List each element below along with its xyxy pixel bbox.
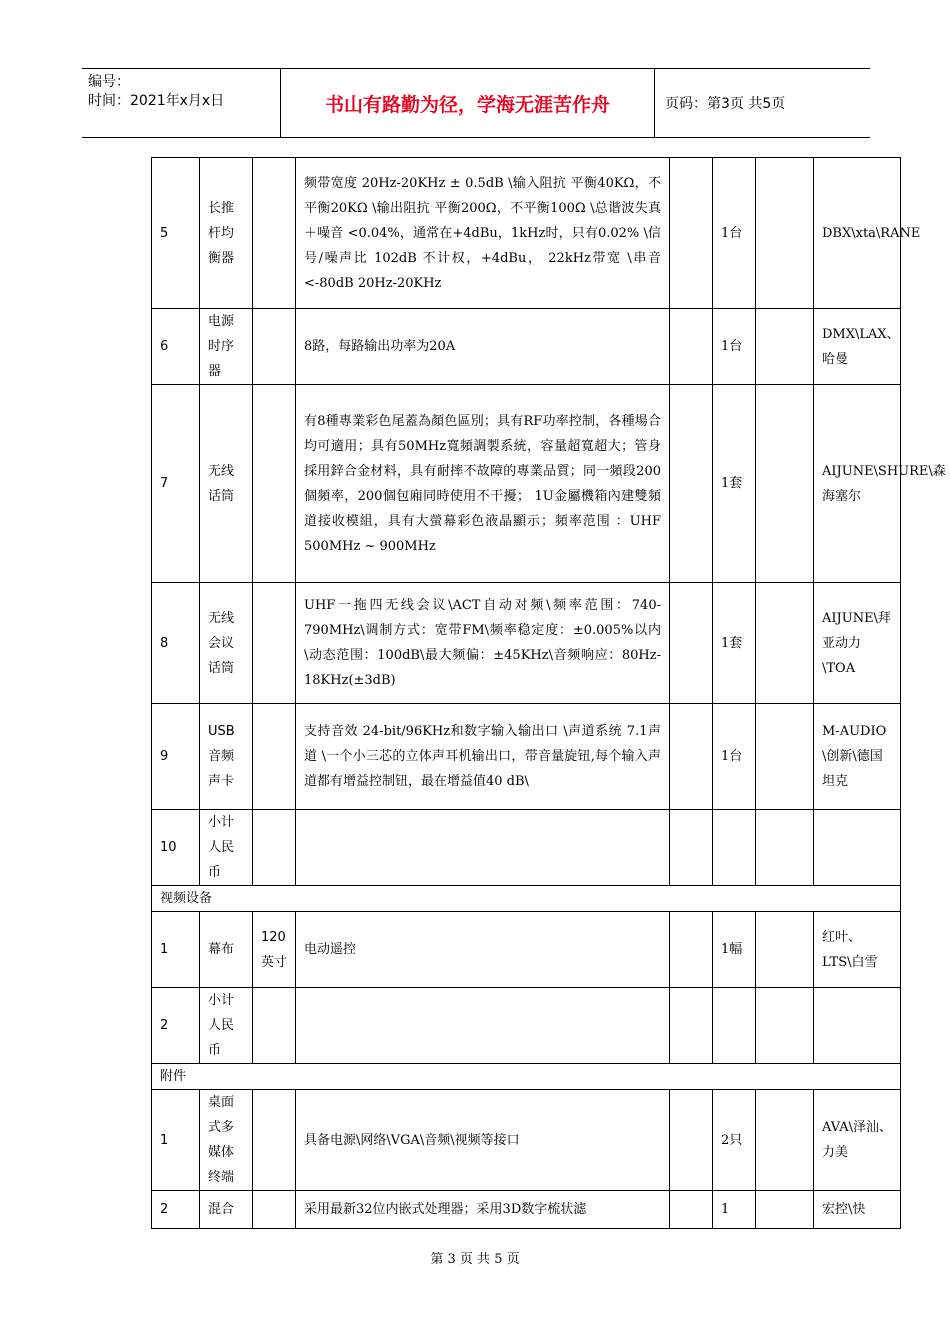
item-description: 支持音效 24-bit/96KHz和数字输入输出口 \声道系统 7.1声道 \一个小三芯的立体声耳机输出口，带音量旋钮,每个输入声道都有增益控制钮，最在增益值40 dB\ [296, 704, 670, 810]
item-brand: DMX\LAX、哈曼 [814, 309, 901, 385]
item-description [296, 810, 670, 886]
item-spec [253, 385, 296, 583]
item-spec [253, 1191, 296, 1229]
item-quantity: 1台 [713, 704, 756, 810]
item-name: 幕布 [200, 912, 253, 988]
row-number: 2 [152, 988, 200, 1064]
item-quantity: 1台 [713, 309, 756, 385]
item-spec [253, 158, 296, 309]
item-description [296, 988, 670, 1064]
table-row [152, 1090, 901, 1191]
blank-cell [756, 988, 814, 1064]
blank-cell [756, 583, 814, 704]
row-number: 7 [152, 385, 200, 583]
item-description: 电动遥控 [296, 912, 670, 988]
table-row [152, 912, 901, 988]
item-description: 采用最新32位内嵌式处理器；采用3D数字梳状滤 [296, 1191, 670, 1229]
blank-cell [756, 1191, 814, 1229]
item-brand: DBX\xta\RANE [814, 158, 901, 309]
item-quantity [713, 810, 756, 886]
table-row [152, 583, 901, 704]
row-number: 2 [152, 1191, 200, 1229]
item-spec [253, 583, 296, 704]
blank-cell [756, 385, 814, 583]
item-brand: 宏控\快 [814, 1191, 901, 1229]
item-name: 电源时序器 [200, 309, 253, 385]
row-number: 5 [152, 158, 200, 309]
row-number: 6 [152, 309, 200, 385]
header-meta [82, 69, 281, 137]
blank-cell [670, 810, 713, 886]
blank-cell [670, 583, 713, 704]
table-row [152, 1191, 901, 1229]
item-quantity: 1幅 [713, 912, 756, 988]
item-name: 混合 [200, 1191, 253, 1229]
item-brand: AVA\泽汕、力美 [814, 1090, 901, 1191]
item-quantity: 1 [713, 1191, 756, 1229]
row-number: 9 [152, 704, 200, 810]
blank-cell [670, 309, 713, 385]
item-name: USB音频声卡 [200, 704, 253, 810]
item-spec [253, 309, 296, 385]
page-header [82, 68, 870, 138]
page-footer: 第 3 页 共 5 页 [430, 1252, 520, 1267]
blank-cell [756, 810, 814, 886]
blank-cell [756, 158, 814, 309]
header-motto: 书山有路勤为径，学海无涯苦作舟 [281, 69, 655, 137]
item-name: 桌面式多媒体终端 [200, 1090, 253, 1191]
item-quantity: 2只 [713, 1090, 756, 1191]
row-number: 1 [152, 912, 200, 988]
item-description: 具备电源\网络\VGA\音频\视频等接口 [296, 1090, 670, 1191]
time-label: 时间：2021年x月x日 [88, 93, 225, 109]
item-spec [253, 810, 296, 886]
blank-cell [670, 158, 713, 309]
item-name: 无线会议话筒 [200, 583, 253, 704]
blank-cell [670, 385, 713, 583]
item-spec [253, 1090, 296, 1191]
section-row [152, 886, 901, 912]
row-number: 1 [152, 1090, 200, 1191]
blank-cell [670, 704, 713, 810]
item-brand: AIJUNE\拜亚动力\TOA [814, 583, 901, 704]
item-name: 小计人民币 [200, 810, 253, 886]
item-name: 无线话筒 [200, 385, 253, 583]
table-row [152, 704, 901, 810]
item-spec: 120英寸 [253, 912, 296, 988]
table-row [152, 988, 901, 1064]
item-spec [253, 704, 296, 810]
item-name: 小计人民币 [200, 988, 253, 1064]
row-number: 8 [152, 583, 200, 704]
item-description: 8路，每路输出功率为20A [296, 309, 670, 385]
section-label: 附件 [152, 1064, 901, 1090]
item-quantity: 1套 [713, 385, 756, 583]
table-row [152, 385, 901, 583]
item-spec [253, 988, 296, 1064]
section-row [152, 1064, 901, 1090]
item-brand: M-AUDIO \创新\德国坦克 [814, 704, 901, 810]
blank-cell [756, 912, 814, 988]
item-name: 长推杆均衡器 [200, 158, 253, 309]
table-row [152, 810, 901, 886]
blank-cell [756, 1090, 814, 1191]
section-label: 视频设备 [152, 886, 901, 912]
table-row [152, 158, 901, 309]
item-brand [814, 988, 901, 1064]
header-page-number: 页码：第3页 共5页 [665, 96, 786, 112]
item-quantity: 1套 [713, 583, 756, 704]
blank-cell [670, 1090, 713, 1191]
item-brand [814, 810, 901, 886]
item-brand: 红叶、LTS\白雪 [814, 912, 901, 988]
item-description: 有8種專業彩色尾蓋為顏色區別；具有RF功率控制，各種場合均可適用；具有50MHz寬頻調製系統，容量超寬超大；管身採用鋅合金材料，具有耐摔不故障的專業品質；同一頻段200個頻率，200個包廂同時使用不干擾； 1U金屬機箱內建雙頻道接收模組，具有大螢幕彩色液晶顯示；頻率范围 ：UHF 500MHz ~ 900MHz [296, 385, 670, 583]
blank-cell [756, 309, 814, 385]
code-label: 编号： [88, 74, 130, 90]
item-quantity: 1台 [713, 158, 756, 309]
blank-cell [670, 988, 713, 1064]
blank-cell [670, 912, 713, 988]
equipment-table [151, 157, 946, 1229]
item-quantity [713, 988, 756, 1064]
blank-cell [756, 704, 814, 810]
item-brand: AIJUNE\SHURE\森海塞尔 [814, 385, 901, 583]
item-description: 频带宽度 20Hz-20KHz ± 0.5dB \输入阻抗 平衡40KΩ，不平衡20KΩ \输出阻抗 平衡200Ω，不平衡100Ω \总谐波失真＋噪音 <0.04%，通常在+4dBu，1kHz时，只有0.02% \信号/噪声比 102dB 不计权，+4dBu， 22kHz带宽 \串音 <-80dB 20Hz-20KHz [296, 158, 670, 309]
item-description: UHF一拖四无线会议\ACT自动对频\频率范围：740-790MHz\调制方式：宽带FM\频率稳定度：±0.005%以内\动态范围：100dB\最大频偏：±45KHz\音频响应：80Hz-18KHz(±3dB) [296, 583, 670, 704]
table-row [152, 309, 901, 385]
row-number: 10 [152, 810, 200, 886]
blank-cell [670, 1191, 713, 1229]
